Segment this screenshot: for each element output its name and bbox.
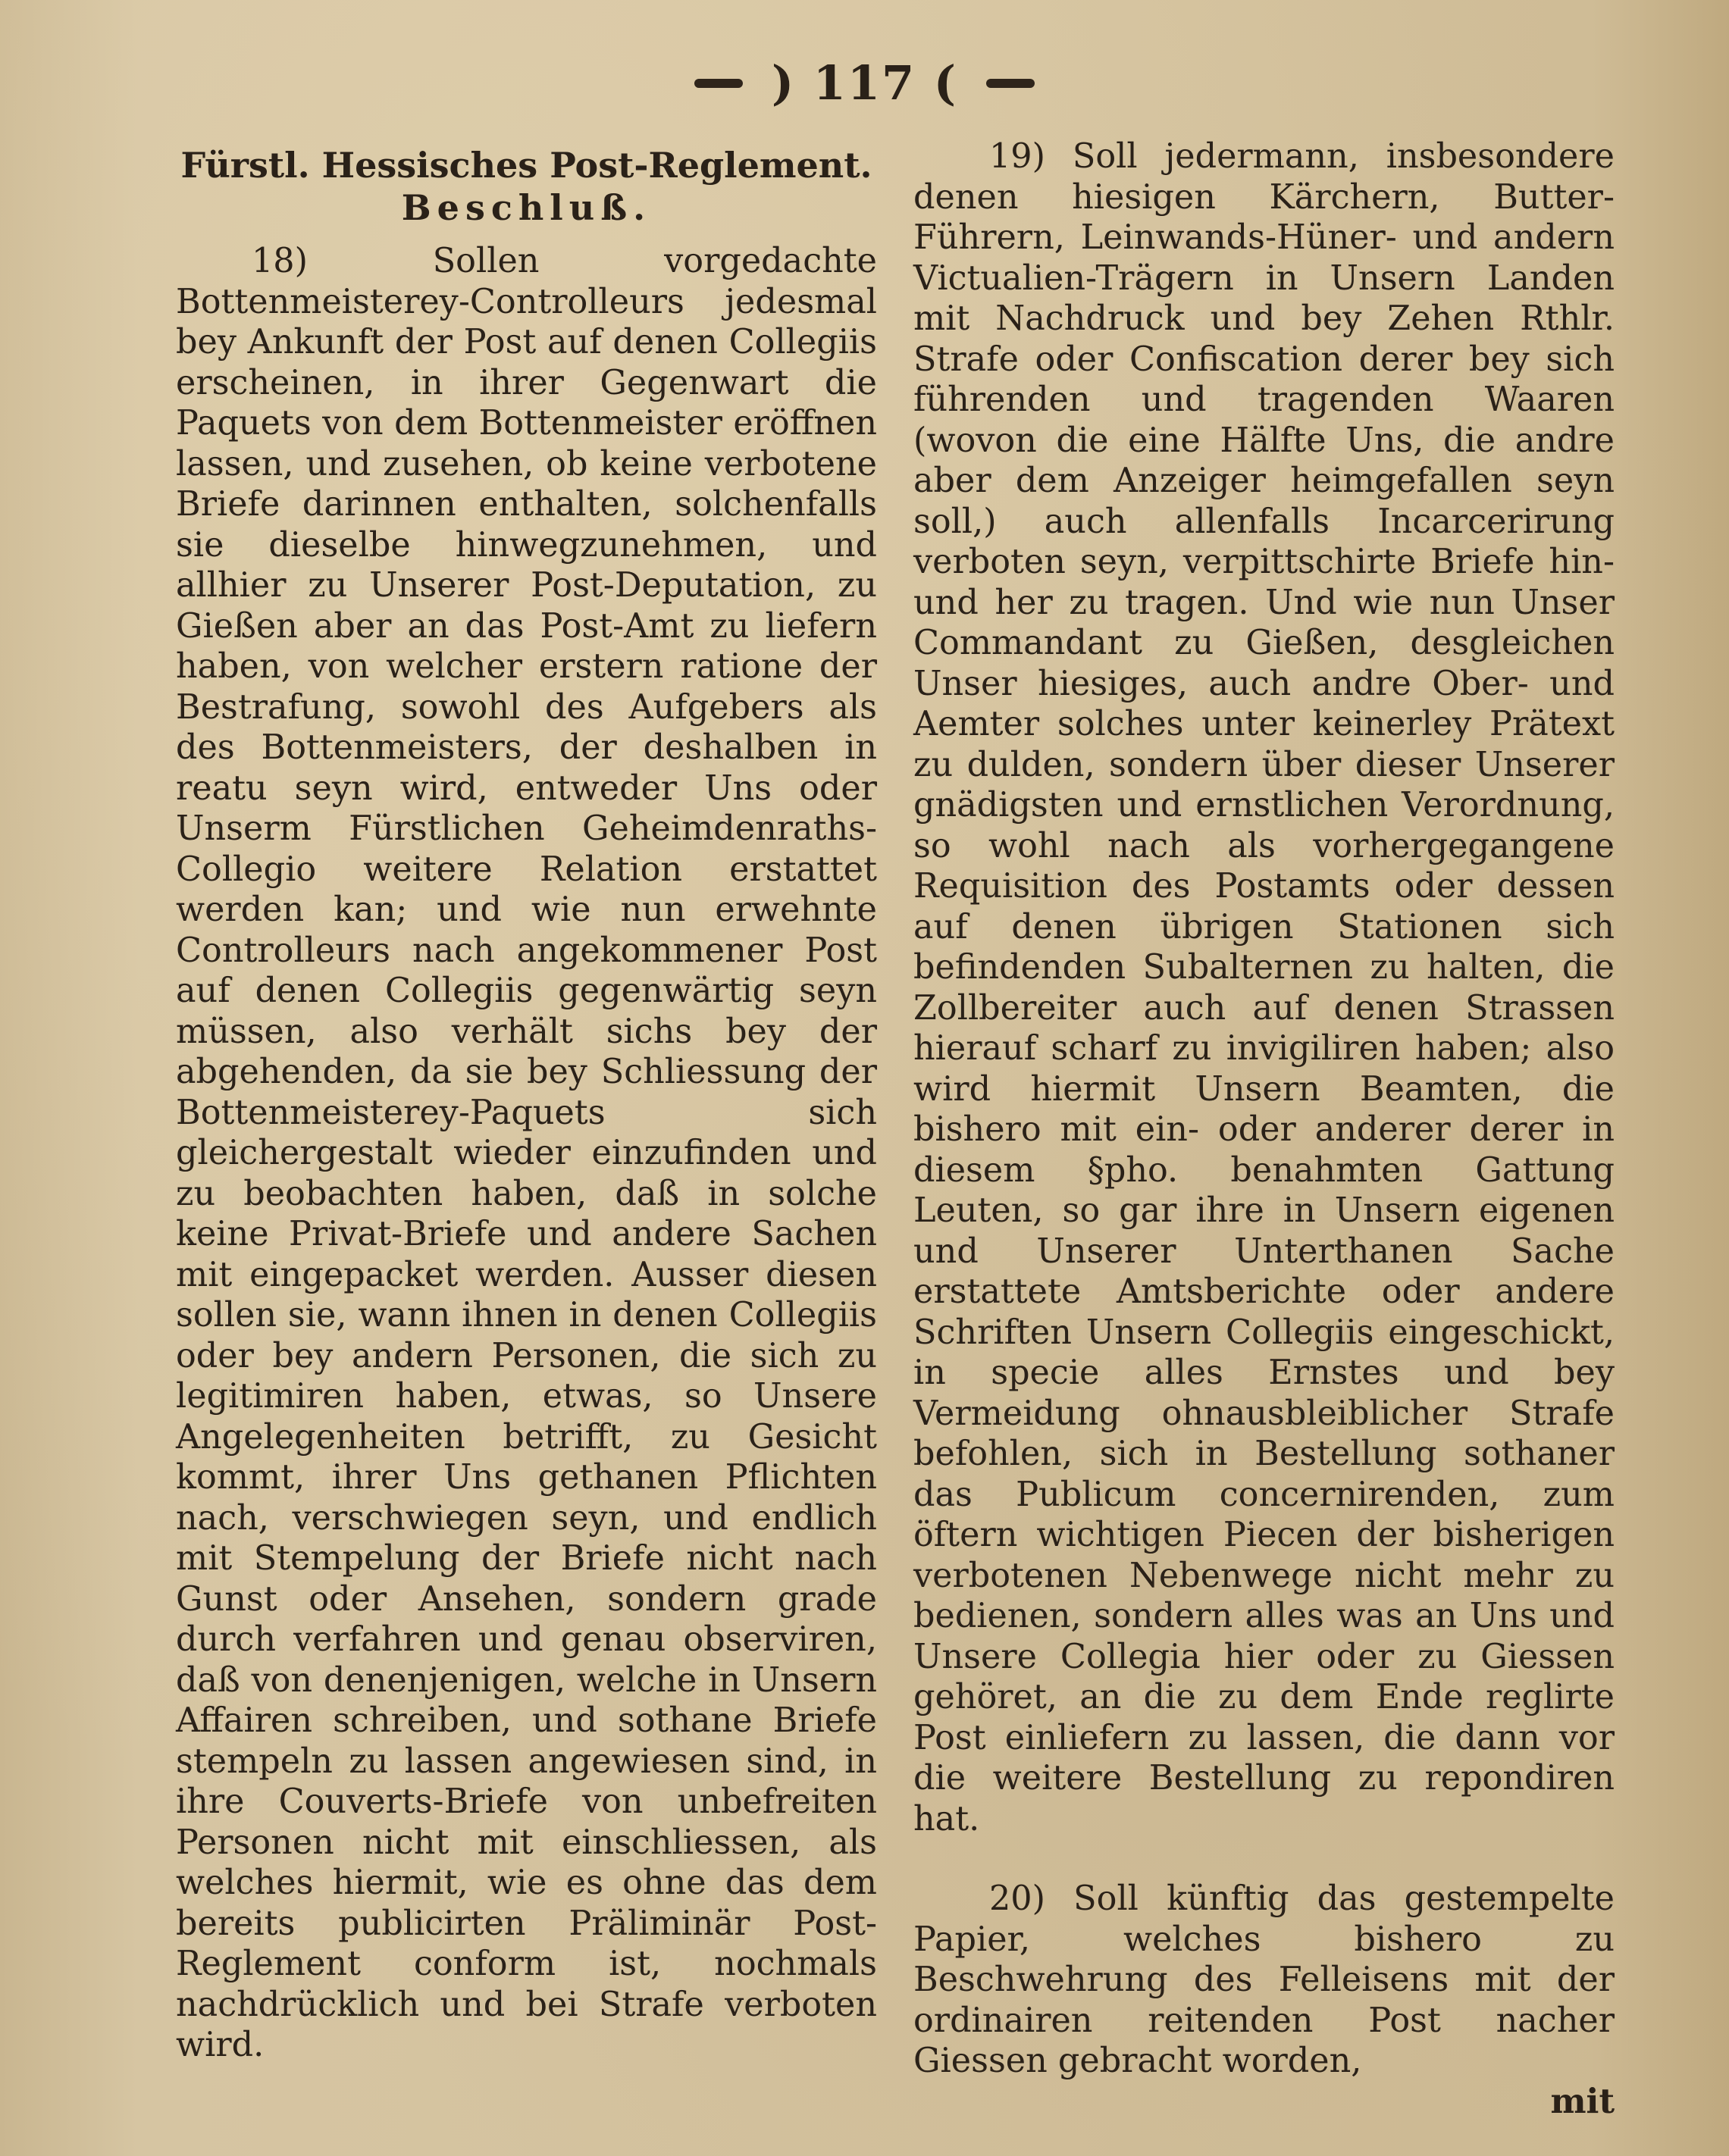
left-dash-ornament [694,79,743,88]
section-subtitle: Beschluß. [401,187,652,228]
right-dash-ornament [986,79,1035,88]
left-column [176,136,877,2066]
page-header [0,53,1729,114]
right-column [913,136,1615,2122]
page-number: ) 117 ( [771,55,958,111]
paragraph-spacer [913,1839,1615,1879]
paragraph-18: 18) Sollen vorgedachte Bottenmeisterey-Controlleurs jedesmal bey Ankunft der Post auf denen Collegiis erscheinen, in ihrer Gegenwart die Paquets von dem Bottenmeister eröffnen lassen, und zusehen, ob keine verbotene Briefe darinnen enthalten, solchenfalls sie dieselbe hinwegzunehmen, und allhier zu Unserer Post-Deputation, zu Gießen aber an das Post-Amt zu liefern haben, von welcher erstern ratione der Bestrafung, sowohl des Aufgebers als des Bottenmeisters, der deshalben in reatu seyn wird, entweder Uns oder Unserm Fürstlichen Geheimdenraths-Collegio weitere Relation erstattet werden kan; und wie nun erwehnte Controlleurs nach angekommener Post auf denen Collegiis gegenwärtig seyn müssen, also verhält sichs bey der abgehenden, da sie bey Schliessung der Bottenmeisterey-Paquets sich gleichergestalt wieder einzufinden und zu beobachten haben, daß in solche keine Privat-Briefe und andere Sachen mit eingepacket werden. Ausser diesen sollen sie, wann ihnen in denen Collegiis oder bey andern Personen, die sich zu legitimiren haben, etwas, so Unsere Angelegenheiten betrifft, zu Gesicht kommt, ihrer Uns gethanen Pflichten nach, verschwiegen seyn, und endlich mit Stempelung der Briefe nicht nach Gunst oder Ansehen, sondern grade durch verfahren und genau observiren, daß von denenjenigen, welche in Unsern Affairen schreiben, und sothane Briefe stempeln zu lassen angewiesen sind, in ihre Couverts-Briefe von unbefreiten Personen nicht mit einschliessen, als welches hiermit, wie es ohne das dem bereits publicirten Präliminär Post-Reglement conform ist, nochmals nachdrücklich und bei Strafe verboten wird. [176,242,877,2064]
paragraph-19: 19) Soll jedermann, insbesondere denen hiesigen Kärchern, Butter-Führern, Leinwands-Hüner- und andern Victualien-Trägern in Unsern Landen mit Nachdruck und bey Zehen Rthlr. Strafe oder Confiscation derer bey sich führenden und tragenden Waaren (wovon die eine Hälfte Uns, die andre aber dem Anzeiger heimgefallen seyn soll,) auch allenfalls Incarcerirung verboten seyn, verpittschirte Briefe hin- und her zu tragen. Und wie nun Unser Commandant zu Gießen, desgleichen Unser hiesiges, auch andre Ober- und Aemter solches unter keinerley Prätext zu dulden, sondern über dieser Unserer gnädigsten und ernstlichen Verordnung, so wohl nach als vorhergegangene Requisition des Postamts oder dessen auf denen übrigen Stationen sich befindenden Subalternen zu halten, die Zollbereiter auch auf denen Strassen hierauf scharf zu invigiliren haben; also wird hiermit Unsern Beamten, die bishero mit ein- oder anderer derer in diesem §pho. benahmten Gattung Leuten, so gar ihre in Unsern eigenen und Unserer Unterthanen Sache erstattete Amtsberichte oder andere Schriften Unsern Collegiis eingeschickt, in specie alles Ernstes und bey Vermeidung ohnausbleiblicher Strafe befohlen, sich in Bestellung sothaner das Publicum concernirenden, zum öftern wichtigen Piecen der bisherigen verbotenen Nebenwege nicht mehr zu bedienen, sondern alles was an Uns und Unsere Collegia hier oder zu Giessen gehöret, an die zu dem Ende reglirte Post einliefern zu lassen, die dann vor die weitere Bestellung zu repondiren hat. [913,137,1615,1838]
paragraph-20: 20) Soll künftig das gestempelte Papier, welches bishero zu Beschwehrung des Felleisens mit der ordinairen reitenden Post nacher Giessen gebracht worden, [913,1879,1615,2080]
section-title: Fürstl. Hessisches Post-Reglement. [180,145,872,186]
catchword: mit [1550,2081,1615,2121]
